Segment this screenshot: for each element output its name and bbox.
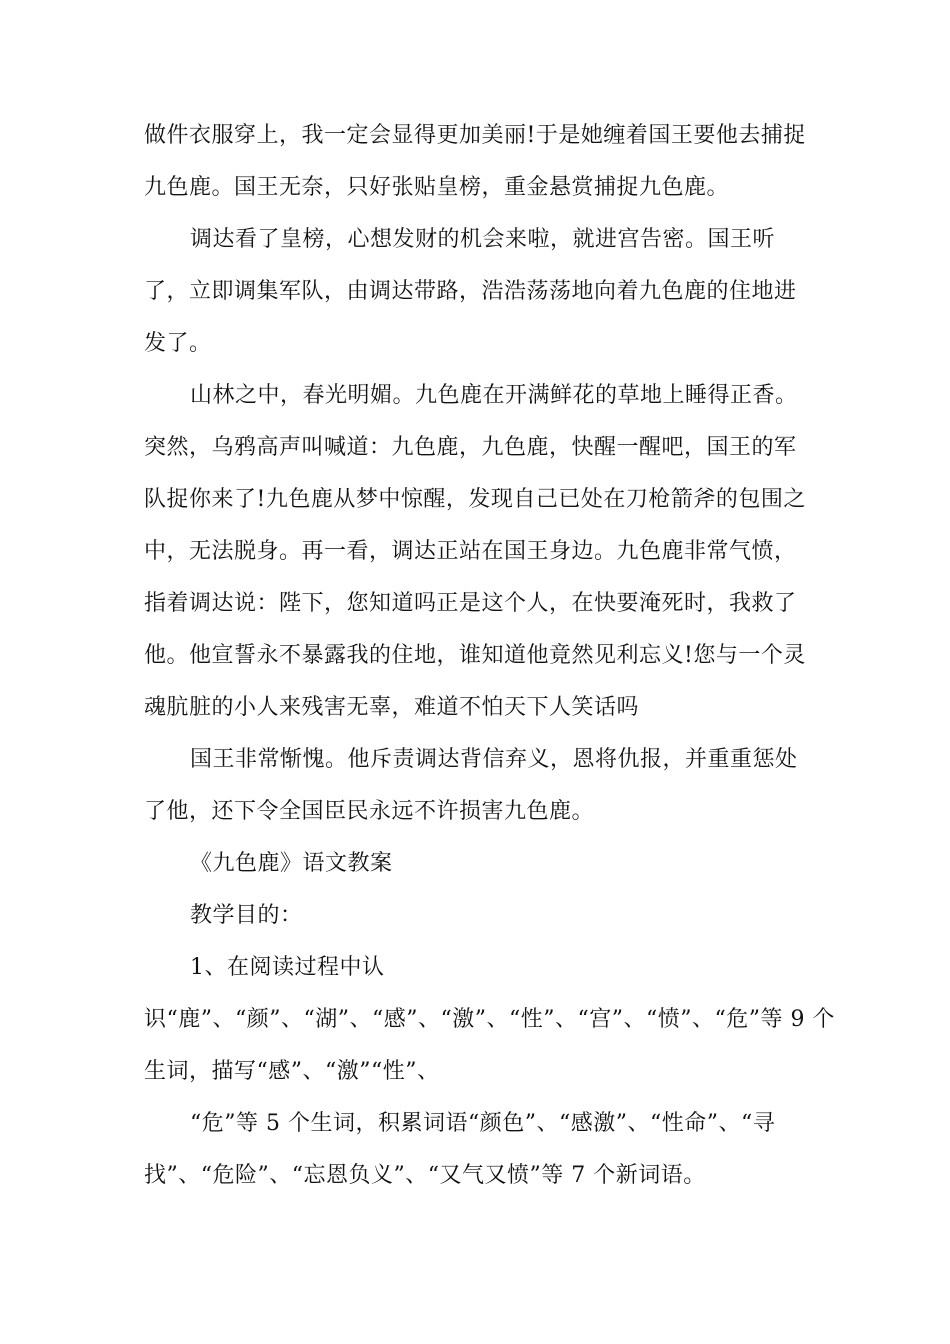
text-line: 识“鹿”、“颜”、“湖”、“感”、“激”、“性”、“宫”、“愤”、“危”等 9 个 bbox=[144, 1007, 835, 1032]
text-line: 生词，描写“感”、“激”“性”、 bbox=[144, 1059, 440, 1084]
text-line: 调达看了皇榜，心想发财的机会来啦，就进宫告密。国王听 bbox=[190, 227, 776, 252]
text-line: 1、在阅读过程中认 bbox=[190, 955, 385, 980]
text-line: 了，立即调集军队，由调达带路，浩浩荡荡地向着九色鹿的住地进 bbox=[144, 279, 797, 304]
text-line: 九色鹿。国王无奈，只好张贴皇榜，重金悬赏捕捉九色鹿。 bbox=[144, 175, 730, 200]
text-line: 指着调达说：陛下，您知道吗正是这个人，在快要淹死时，我救了 bbox=[144, 591, 797, 616]
text-line: 他。他宣誓永不暴露我的住地，谁知道他竟然见利忘义!您与一个灵 bbox=[144, 643, 806, 668]
text-line: 山林之中，春光明媚。九色鹿在开满鲜花的草地上睡得正香。 bbox=[190, 383, 798, 408]
text-line: 发了。 bbox=[144, 331, 212, 356]
text-line: “危”等 5 个生词，积累词语“颜色”、“感激”、“性命”、“寻 bbox=[190, 1111, 776, 1136]
text-line: 魂肮脏的小人来残害无辜，难道不怕天下人笑话吗 bbox=[144, 695, 640, 720]
text-line: 队捉你来了!九色鹿从梦中惊醒，发现自己已处在刀枪箭斧的包围之 bbox=[144, 487, 806, 512]
text-line: 《九色鹿》语文教案 bbox=[190, 851, 393, 876]
text-line: 突然，乌鸦高声叫喊道：九色鹿，九色鹿，快醒一醒吧，国王的军 bbox=[144, 435, 797, 460]
text-line: 中，无法脱身。再一看，调达正站在国王身边。九色鹿非常气愤， bbox=[144, 539, 797, 564]
text-line: 教学目的： bbox=[190, 903, 303, 928]
text-line: 了他，还下令全国臣民永远不许损害九色鹿。 bbox=[144, 799, 595, 824]
text-line: 国王非常惭愧。他斥责调达背信弃义，恩将仇报，并重重惩处 bbox=[190, 747, 798, 772]
document-body bbox=[144, 110, 835, 1202]
text-line: 找”、“危险”、“忘恩负义”、“又气又愤”等 7 个新词语。 bbox=[144, 1163, 706, 1188]
text-line: 做件衣服穿上，我一定会显得更加美丽!于是她缠着国王要他去捕捉 bbox=[144, 123, 806, 148]
